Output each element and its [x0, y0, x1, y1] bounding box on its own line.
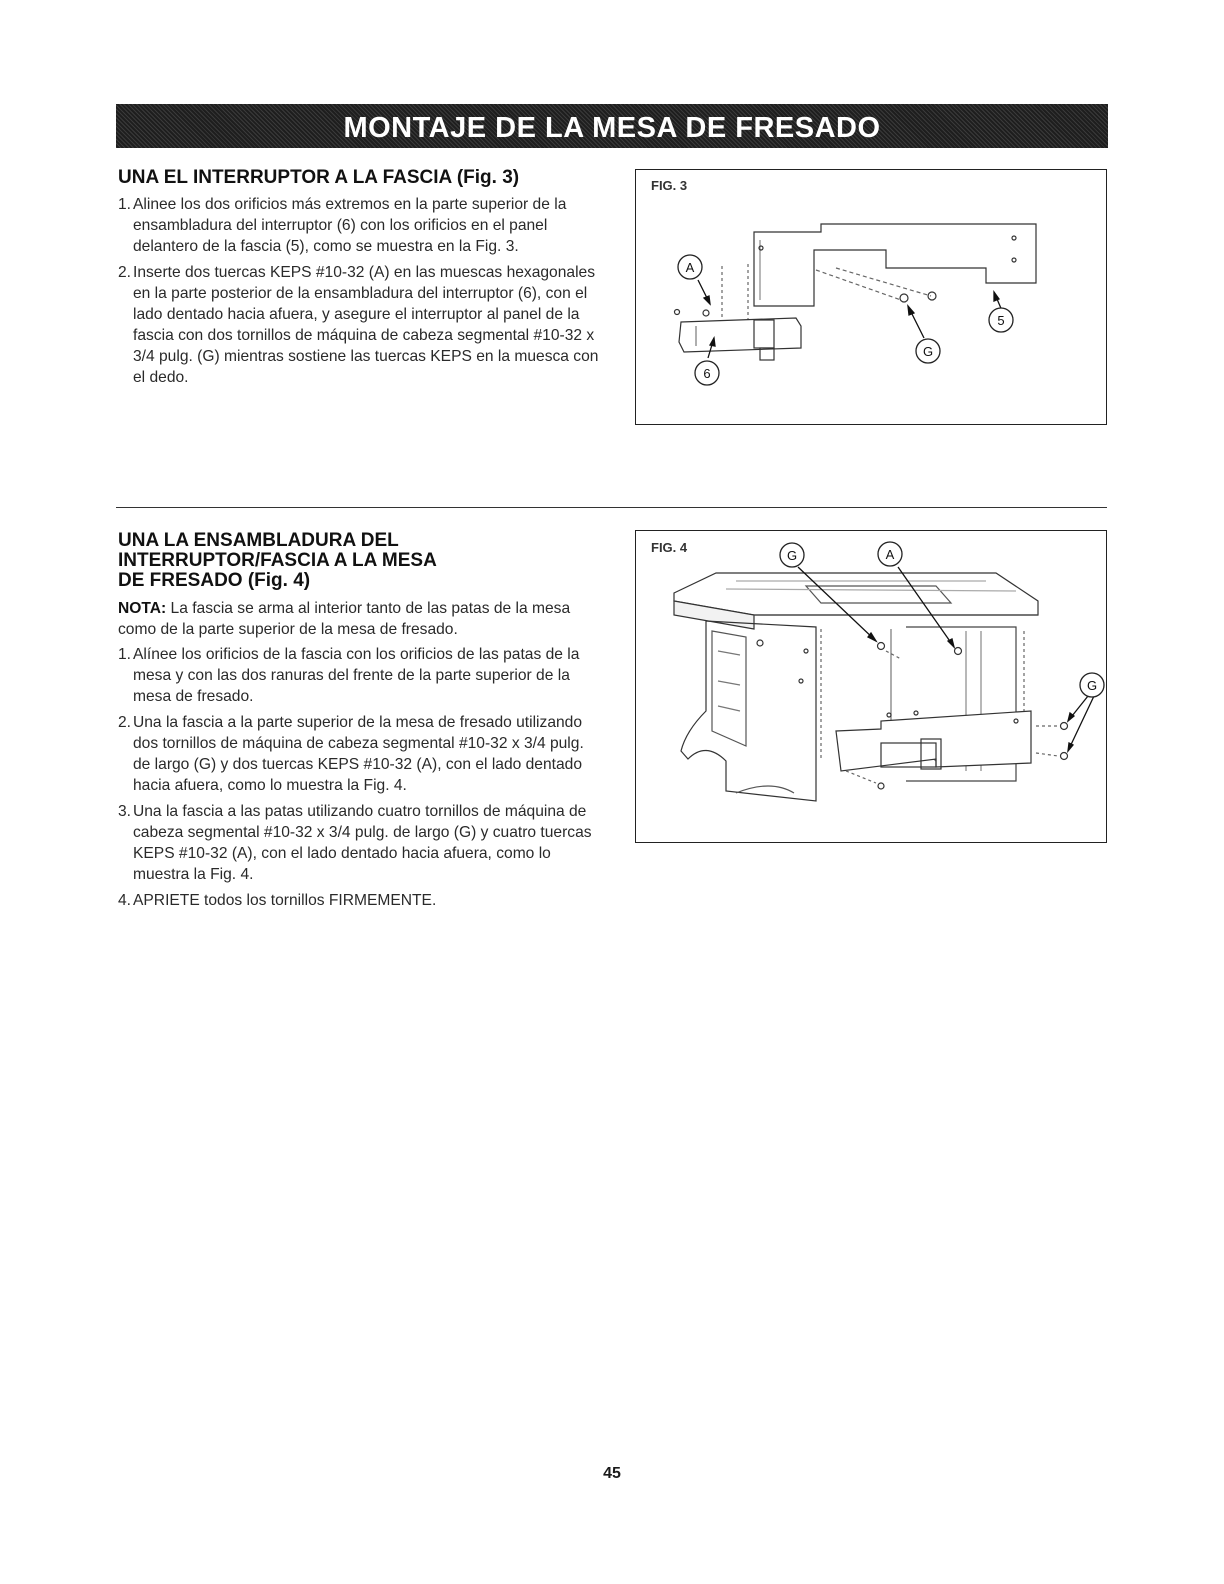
- figure-3: [635, 169, 1107, 425]
- list-item: [118, 644, 596, 707]
- header-banner: [116, 104, 1108, 148]
- section1-title: UNA EL INTERRUPTOR A LA FASCIA (Fig. 3): [118, 167, 520, 188]
- callout-a-top: A: [885, 547, 895, 562]
- step-text: Alínee los orificios de la fascia con los orificios de las patas de la mesa y con las dos ranuras del frente de la parte superior de la mesa de fresado.: [133, 646, 580, 705]
- step-text: Una la fascia a la parte superior de la mesa de fresado utilizando dos tornillos de máquina de cabeza segmental #10-32 x 3/4 pulg. de largo (G) y dos tuercas KEPS #10-32 (A), con el lado dentado hacia afuera, como lo muestra la Fig. 4.: [133, 714, 584, 794]
- step-number: 2.: [118, 264, 132, 281]
- step-number: 1.: [118, 196, 132, 213]
- list-item: [118, 801, 596, 885]
- list-item: [118, 890, 596, 911]
- section2-title-line: UNA LA ENSAMBLADURA DEL: [118, 530, 399, 551]
- page-title: MONTAJE DE LA MESA DE FRESADO: [343, 111, 881, 144]
- callout-a: A: [685, 260, 695, 275]
- switch-assembly: [679, 318, 801, 352]
- figure-4-illustration: [636, 531, 1106, 842]
- step-number: 3.: [118, 803, 132, 820]
- page-number: 45: [603, 1465, 621, 1482]
- step-number: 2.: [118, 714, 132, 731]
- callout-g-right: G: [1086, 678, 1098, 693]
- step-text: Una la fascia a las patas utilizando cuatro tornillos de máquina de cabeza segmental #10-32 x 3/4 pulg. de largo (G) y cuatro tuercas KEPS #10-32 (A), con el lado dentado hacia afuera, como lo muestra la Fig. 4.: [133, 803, 592, 883]
- note: [118, 598, 596, 640]
- callout-6: 6: [703, 366, 711, 381]
- fascia: [836, 711, 1031, 771]
- step-number: 1.: [118, 646, 132, 663]
- figure-3-illustration: [636, 170, 1106, 424]
- figure-3-label: FIG. 3: [651, 178, 688, 193]
- section-divider: [116, 507, 1107, 508]
- figure-4-label: FIG. 4: [651, 540, 688, 555]
- step-text: APRIETE todos los tornillos FIRMEMENTE.: [133, 892, 437, 909]
- section2-title-line: INTERRUPTOR/FASCIA A LA MESA: [118, 550, 437, 571]
- table-top: [674, 573, 1038, 615]
- section1-steps: [118, 194, 600, 393]
- callout-g: G: [922, 344, 934, 359]
- list-item: [118, 194, 600, 257]
- callout-5: 5: [997, 313, 1005, 328]
- step-text: Inserte dos tuercas KEPS #10-32 (A) en las muescas hexagonales en la parte posterior de la ensambladura del interruptor (6), con el lado dentado hacia afuera, y asegure el interruptor al panel de la fascia con dos tornillos de máquina de cabeza segmental #10-32 x 3/4 pulg. (G) mientras sostiene las tuercas KEPS en la muesca con el dedo.: [133, 264, 599, 386]
- left-leg: [681, 621, 816, 801]
- note-label: NOTA:: [118, 600, 167, 617]
- step-number: 4.: [118, 892, 132, 909]
- list-item: [118, 262, 600, 388]
- step-text: Alinee los dos orificios más extremos en la parte superior de la ensambladura del interruptor (6) con los orificios en el panel delantero de la fascia (5), como se muestra en la Fig. 3.: [133, 196, 567, 255]
- section2-title: [118, 531, 437, 591]
- section2-title-line: DE FRESADO (Fig. 4): [118, 570, 311, 591]
- note-text: La fascia se arma al interior tanto de las patas de la mesa como de la parte superior de la mesa de fresado.: [118, 600, 571, 638]
- section2-body: [118, 598, 596, 916]
- list-item: [118, 712, 596, 796]
- callout-g-top: G: [786, 548, 798, 563]
- figure-4: [635, 530, 1107, 843]
